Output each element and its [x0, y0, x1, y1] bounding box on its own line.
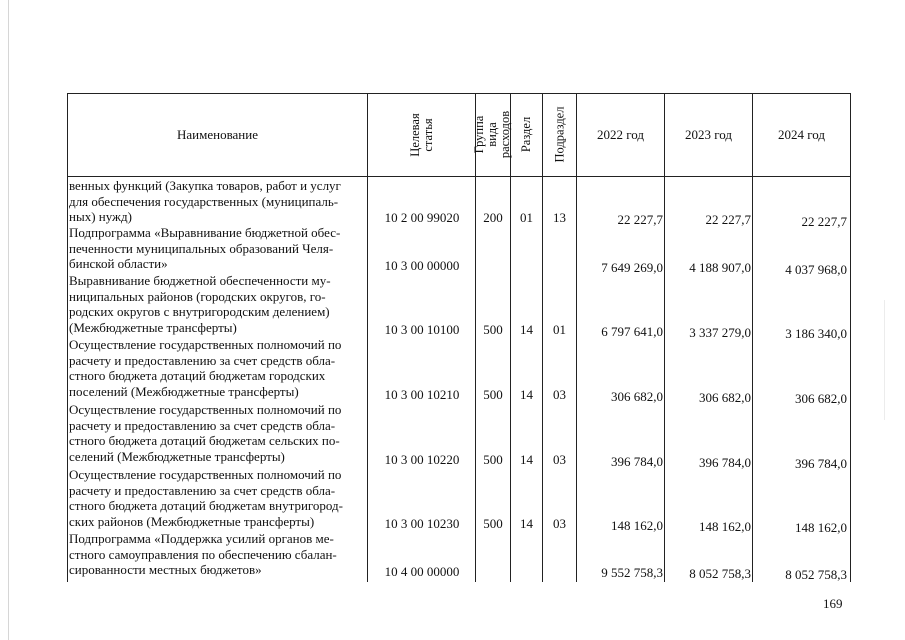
cell-section: 01: [520, 210, 533, 225]
header-code: [368, 93, 475, 176]
cell-group: 500: [483, 452, 503, 467]
name-line: Подпрограмма «Поддержка усилий органов ме-: [69, 531, 334, 546]
header-subsection: [543, 93, 576, 176]
cell-subsection: 03: [553, 387, 566, 402]
name-line: печенности муниципальных образований Челя-: [69, 240, 334, 256]
header-group-text: Группа вида расходов: [472, 110, 513, 159]
cell-2023: 22 227,7: [705, 212, 751, 227]
header-2022: 2022 год: [597, 126, 644, 142]
table-row-name: [69, 531, 365, 578]
scan-edge-mark: [884, 300, 885, 420]
header-section: [511, 93, 542, 176]
header-code-text: Целевая статья: [407, 112, 435, 157]
name-line: стного самоуправления по обеспечению сбалан-: [69, 546, 337, 562]
cell-group: 200: [483, 210, 503, 225]
name-line: венных функций (Закупка товаров, работ и услуг: [69, 178, 341, 193]
cell-code: 10 3 00 10100: [384, 322, 460, 337]
cell-2022: 22 227,7: [617, 212, 663, 227]
cell-2024: 22 227,7: [801, 214, 847, 229]
cell-2023: 148 162,0: [699, 519, 751, 534]
cell-subsection: 13: [553, 210, 566, 225]
name-line: Осуществление государственных полномочий по: [69, 337, 342, 352]
cell-code: 10 4 00 00000: [384, 564, 460, 579]
cell-section: 14: [520, 452, 533, 467]
name-line: стного бюджета дотаций бюджетам внутригород-: [69, 498, 343, 514]
cell-2022: 6 797 641,0: [601, 324, 663, 339]
header-2024: 2024 год: [778, 126, 825, 142]
cell-group: 500: [483, 322, 503, 337]
cell-2023: 396 784,0: [699, 455, 751, 470]
cell-2022: 396 784,0: [611, 454, 663, 469]
header-name: Наименование: [177, 126, 258, 142]
cell-group: 500: [483, 387, 503, 402]
name-line: ских районов (Межбюджетные трансферты): [69, 513, 315, 529]
table-header-bottom: [67, 176, 851, 177]
cell-group: 500: [483, 516, 503, 531]
cell-2024: 306 682,0: [795, 391, 847, 406]
header-subsection-text: Подраздел: [552, 106, 566, 163]
name-line: родских округов с внутригородским делением): [69, 304, 330, 320]
cell-2022: 7 649 269,0: [601, 260, 663, 275]
name-line: сированности местных бюджетов»: [69, 562, 262, 578]
cell-2024: 4 037 968,0: [785, 262, 847, 277]
cell-subsection: 01: [553, 322, 566, 337]
cell-subsection: 03: [553, 452, 566, 467]
table-border-right: [850, 93, 851, 582]
cell-2024: 8 052 758,3: [785, 567, 847, 582]
table-row-name: [69, 178, 365, 225]
header-group: [472, 93, 513, 176]
name-line: расчету и предоставлению за счет средств обла-: [69, 482, 336, 498]
cell-code: 10 3 00 10230: [384, 516, 460, 531]
name-line: Осуществление государственных полномочий по: [69, 467, 342, 482]
cell-2022: 9 552 758,3: [601, 565, 663, 580]
name-line: ных) нужд): [69, 209, 132, 225]
cell-subsection: 03: [553, 516, 566, 531]
name-line: бинской области»: [69, 256, 168, 272]
header-2023: 2023 год: [685, 126, 732, 142]
cell-2023: 3 337 279,0: [689, 325, 751, 340]
table-row-name: [69, 225, 365, 272]
cell-section: 14: [520, 387, 533, 402]
cell-2024: 3 186 340,0: [785, 326, 847, 341]
name-line: Осуществление государственных полномочий по: [69, 402, 342, 417]
name-line: для обеспечения государственных (муниципаль-: [69, 193, 339, 209]
cell-2024: 396 784,0: [795, 456, 847, 471]
name-line: стного бюджета дотаций бюджетам городских: [69, 368, 326, 384]
name-line: поселений (Межбюджетные трансферты): [69, 383, 299, 399]
name-line: стного бюджета дотаций бюджетам сельских по-: [69, 433, 340, 449]
name-line: Выравнивание бюджетной обеспеченности му-: [69, 273, 331, 288]
cell-code: 10 3 00 10210: [384, 387, 460, 402]
name-line: расчету и предоставлению за счет средств обла-: [69, 352, 336, 368]
name-line: ниципальных районов (городских округов, го-: [69, 288, 326, 304]
cell-code: 10 3 00 10220: [384, 452, 460, 467]
name-line: расчету и предоставлению за счет средств обла-: [69, 417, 336, 433]
name-line: (Межбюджетные трансферты): [69, 319, 237, 335]
table-row-name: [69, 273, 365, 335]
table-row-name: [69, 337, 365, 399]
cell-section: 14: [520, 322, 533, 337]
cell-2024: 148 162,0: [795, 520, 847, 535]
cell-code: 10 2 00 99020: [384, 210, 460, 225]
cell-2022: 148 162,0: [611, 518, 663, 533]
cell-code: 10 3 00 00000: [384, 258, 460, 273]
cell-2023: 4 188 907,0: [689, 260, 751, 275]
name-line: селений (Межбюджетные трансферты): [69, 448, 285, 464]
cell-2023: 8 052 758,3: [689, 566, 751, 581]
cell-section: 14: [520, 516, 533, 531]
table-row-name: [69, 467, 365, 529]
page-number: 169: [823, 596, 843, 611]
scan-edge-line: [8, 0, 9, 640]
name-line: Подпрограмма «Выравнивание бюджетной обес-: [69, 225, 341, 240]
header-section-text: Раздел: [519, 116, 534, 153]
cell-2023: 306 682,0: [699, 390, 751, 405]
cell-2022: 306 682,0: [611, 389, 663, 404]
table-row-name: [69, 402, 365, 464]
